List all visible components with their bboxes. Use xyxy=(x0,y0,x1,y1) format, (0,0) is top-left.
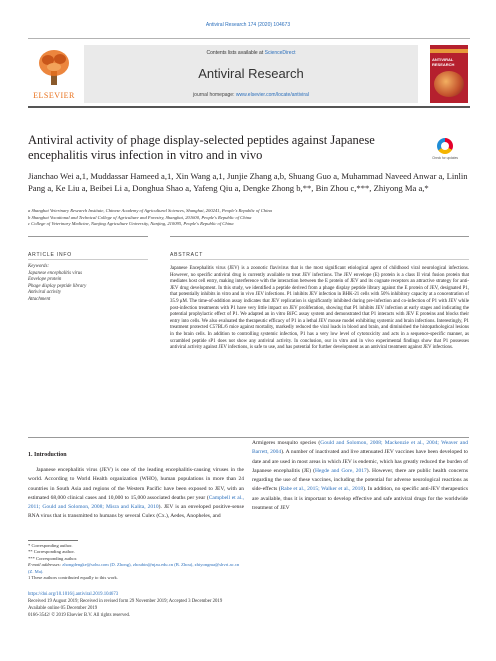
body-text: Armigeres mosquito species ( xyxy=(252,440,321,446)
citation-link[interactable]: Gould and Solomon, 2008; Mackenzie et al., 2004; Weaver and Barrett, 2004 xyxy=(252,440,468,456)
copyright: 0166-3542/ © 2019 Elsevier B.V. All rights reserved. xyxy=(28,613,131,618)
affiliation-c: c College of Veterinary Medicine, Nanjing Agriculture University, Nanjing, 210095, People's Republic of China xyxy=(28,221,234,226)
footnotes xyxy=(28,543,244,581)
elsevier-logo[interactable] xyxy=(28,45,80,105)
received-dates: Received 19 August 2019; Received in revised form 29 November 2019; Accepted 3 December 2019 xyxy=(28,599,223,604)
keyword: Antiviral activity xyxy=(28,290,62,296)
abstract-inner-rule xyxy=(170,259,469,260)
body-text: ). A number of inactivated and live attenuated JEV vaccines have been developed to date and are used in most areas in which JEV is endemic, which has greatly reduced the burden of Japanese encephalitis (JE) ( xyxy=(252,449,468,474)
keywords-rule xyxy=(28,259,148,260)
corresponding-author-1: * Corresponding author. xyxy=(28,543,73,548)
check-for-updates-button[interactable] xyxy=(432,138,458,168)
article-title: Antiviral activity of phage display-selected peptides against Japanese encephalitis virus infection in vitro and in vivo xyxy=(28,133,375,162)
check-updates-label: Check for updates xyxy=(432,156,458,160)
journal-reference[interactable]: Antiviral Research 174 (2020) 104673 xyxy=(205,22,291,28)
elsevier-tree-icon xyxy=(36,47,72,87)
body-text: ). JEV is an enveloped positive-sense RNA virus that is transmitted to humans by several Culex (Cx.), Aedes, Anopheles, and xyxy=(28,504,245,520)
journal-masthead xyxy=(28,38,470,108)
body-text: ). However, there are public health concerns regarding the use of these vaccines, including the potential for adverse neurological reactions as side-effects ( xyxy=(252,467,468,493)
homepage-prefix: journal homepage: xyxy=(193,92,236,98)
journal-name: Antiviral Research xyxy=(198,66,304,81)
equal-contribution-note: 1 These authors contributed equally to this work. xyxy=(28,575,118,581)
introduction-heading: 1. Introduction xyxy=(28,452,67,458)
article-metadata xyxy=(28,591,328,619)
doi-link[interactable]: https://doi.org/10.1016/j.antiviral.2019.104673 xyxy=(28,592,119,597)
abstract-rule xyxy=(170,236,469,237)
cover-stripe xyxy=(430,49,468,53)
journal-cover[interactable] xyxy=(430,45,468,103)
body-text: ). In addition, no specific anti-JEV therapeutics are available, thus it is important to develop effective and safe antiviral drugs for the worldwide treatment of JEV xyxy=(252,486,468,512)
keyword: Envelope protein xyxy=(28,277,62,283)
article-info-rule xyxy=(28,236,148,237)
cover-title: ANTIVIRAL RESEARCH xyxy=(432,57,455,67)
abstract-text: Japanese Encephalitis virus (JEV) is a zoonotic flavivirus that is the most significant etiological agent of childhood viral neurological infections. However, no specific antiviral drug is currently available to treat JEV infections. The JEV envelope (E) protein is a class II viral fusion protein that mediates host cell entry, making interference with the interaction between the E protein of JEV and its cognate receptors an attractive strategy for anti-JEV drug development. In this study, we identified a peptide derived from a phage display peptide library against the E protein of JEV, designated P1, that potentially inhibits in vitro and in vivo JEV infections. P1 inhibits JEV infection in BHK-21 cells with 50% inhibitory capacity at a concentration of 35.9 μM. The time-of-addition assay indicates that JEV replication is significantly inhibited during pre-infection and co-infection of P1 with JEV while post-infection treatments with P1 have very little impact on JEV proliferation, showing that P1 inhibits JEV infection at early stages and indicating the potential prophylactic effect of P1. We adapted an in vitro BiFC assay system and demonstrated that P1 interacts with JEV E proteins and blocks their entry into cells. We also evaluated the therapeutic efficacy of P1 in a lethal JEV mouse model exhibiting systemic and brain infections. Interestingly, P1 treatment protected C57BL/6 mice against mortality, markedly reduced the viral loads in blood and brain, and diminished the histopathological lesions in the brain cells. In addition to controlling systemic infection, P1 has a very low level of cytotoxicity and acts in a sequence-specific manner, as scrambled peptide sP1 does not show any antiviral activity. In conclusion, our in vitro and in vivo experimental findings show that P1 possesses antiviral activity against JEV infections, is safe to use, and has potential for further development as an antiviral treatment against JEV infections. xyxy=(170,266,469,351)
keywords-label: Keywords: xyxy=(28,264,50,269)
contents-line xyxy=(84,50,418,56)
author-list: Jianchao Wei a,1, Muddassar Hameed a,1, Xin Wang a,1, Junjie Zhang a,b, Shuang Guo a, Muhammad Naveed Anwar a, Linlin Pang a, Ke Liu a, Beibei Li a, Donghua Shao a, Yafeng Qiu a, Dengke Zhong b,**, Bin Zhou c,***, Zhiyong Ma a,* xyxy=(28,171,468,193)
citation-link[interactable]: Campbell et al., 2011; Gould and Solomon, 2008; Misra and Kalita, 2010 xyxy=(28,494,244,511)
affiliations xyxy=(28,208,468,228)
corresponding-author-3: *** Corresponding author. xyxy=(28,555,78,561)
masthead-band xyxy=(84,45,418,103)
affiliation-b: b Shanghai Vocational and Technical College of Agriculture and Forestry, Shanghai, 201600, People's Republic of China xyxy=(28,214,252,220)
citation-link[interactable]: Hegde and Gore, 2017 xyxy=(314,467,367,474)
crossmark-icon xyxy=(437,138,453,154)
affiliation-a: a Shanghai Veterinary Research Institute, Chinese Academy of Agricultural Sciences, Shanghai, 200241, People's Republic of China xyxy=(28,208,272,213)
homepage-line xyxy=(84,92,418,98)
available-online: Available online 05 December 2019 xyxy=(28,606,98,611)
keyword: Phage display peptide library xyxy=(28,283,87,289)
email-addresses[interactable]: zhongdengke@sohu.com (D. Zhong), zhoubin@njau.edu.cn (B. Zhou), zhiyongma@shvri.ac.cn (Z. Ma). xyxy=(28,562,240,574)
abstract-heading: ABSTRACT xyxy=(170,252,204,258)
body-text: Japanese encephalitis virus (JEV) is one of the leading encephalitis-causing viruses in the world. According to World Health organization (WHO), human populations in more than 24 countries in South Asia and regions of the Western Pacific have been exposed to JEV, with an estimated 68,000 clinical cases and 10,000 to 15,000 associated deaths per year ( xyxy=(28,467,244,501)
homepage-link[interactable]: www.elsevier.com/locate/antiviral xyxy=(235,92,309,98)
keyword: Japanese encephalitis virus xyxy=(28,270,83,276)
citation-link[interactable]: Rabe et al., 2015; Walker et al., 2018 xyxy=(280,486,364,493)
cover-image xyxy=(434,71,464,97)
contents-prefix: Contents lists available at xyxy=(206,50,265,56)
introduction-column-1 xyxy=(28,466,244,522)
keywords-block xyxy=(28,264,148,304)
corresponding-author-2: ** Corresponding author. xyxy=(28,549,75,555)
sciencedirect-link[interactable]: ScienceDirect xyxy=(264,50,296,56)
introduction-column-2 xyxy=(252,439,468,513)
body-rule xyxy=(28,437,469,438)
email-prefix: E-mail addresses: xyxy=(28,562,63,568)
footnote-rule xyxy=(28,540,78,541)
publisher-name: ELSEVIER xyxy=(33,91,75,100)
email-line xyxy=(28,562,244,575)
keyword: Attachment xyxy=(28,296,51,302)
article-info-heading: ARTICLE INFO xyxy=(28,252,72,258)
